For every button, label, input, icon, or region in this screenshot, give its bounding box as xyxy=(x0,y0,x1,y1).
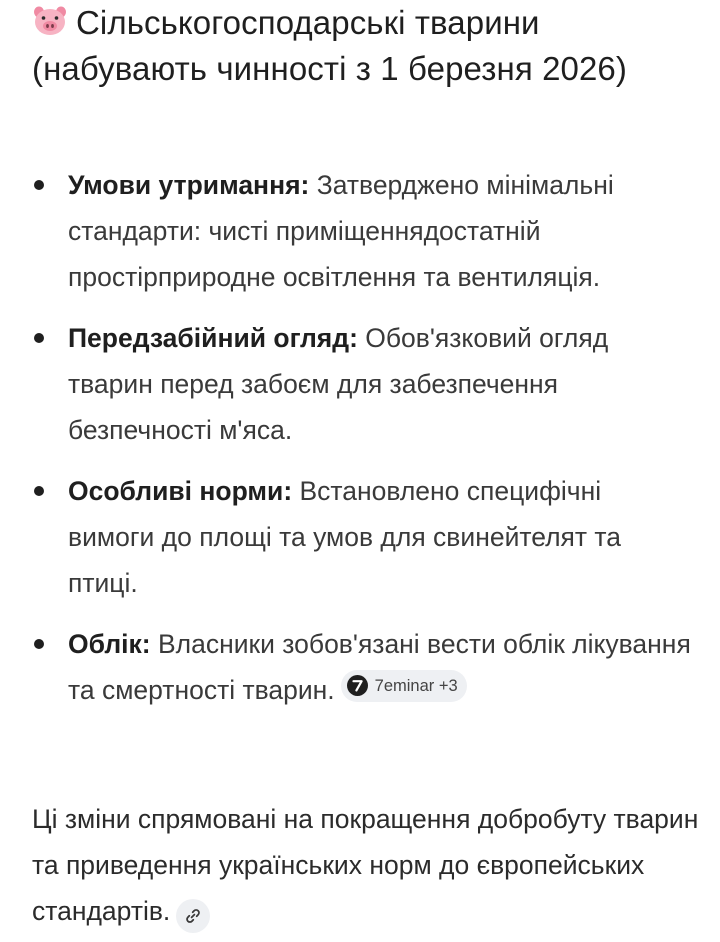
bullet-text: Затверджено мінімальні стандарти: чисті приміщеннядостатній простірприродне освітлення та вентиляція. xyxy=(68,170,614,292)
bullet-term: Передзабійний огляд: xyxy=(68,323,358,353)
summary-paragraph xyxy=(32,796,702,934)
pig-face-icon xyxy=(32,2,68,32)
bullet-text: Обов'язковий огляд тварин перед забоєм для забезпечення безпечності м'яса. xyxy=(68,323,609,445)
7eminar-logo-icon xyxy=(347,675,368,696)
source-chip[interactable] xyxy=(341,670,467,702)
bullet-dot xyxy=(34,639,44,649)
bullet-term: Умови утримання: xyxy=(68,170,310,200)
list-item xyxy=(32,315,692,453)
bullet-term: Особливі норми: xyxy=(68,476,293,506)
bullet-dot xyxy=(34,486,44,496)
bullet-term: Облік: xyxy=(68,629,151,659)
bullet-dot xyxy=(34,333,44,343)
response-content xyxy=(32,0,702,926)
link-button[interactable] xyxy=(176,899,210,933)
source-chip-label: 7eminar xyxy=(374,676,435,695)
section-heading-text: Сільськогосподарські тварини (набувають чинності з 1 березня 2026) xyxy=(32,4,627,87)
bullet-list xyxy=(32,162,692,774)
link-icon xyxy=(184,893,202,939)
summary-text: Ці зміни спрямовані на покращення добробуту тварин та приведення українських норм до європейських стандартів. xyxy=(32,804,699,926)
list-item xyxy=(32,162,692,300)
source-chip-extra: +3 xyxy=(438,676,458,695)
list-item xyxy=(32,621,692,759)
bullet-text: Власники зобов'язані вести облік лікування та смертності тварин. xyxy=(68,629,691,705)
bullet-text: Встановлено специфічні вимоги до площі та умов для свинейтелят та птиці. xyxy=(68,476,621,598)
bullet-dot xyxy=(34,180,44,190)
section-heading xyxy=(32,0,702,92)
list-item xyxy=(32,468,692,606)
